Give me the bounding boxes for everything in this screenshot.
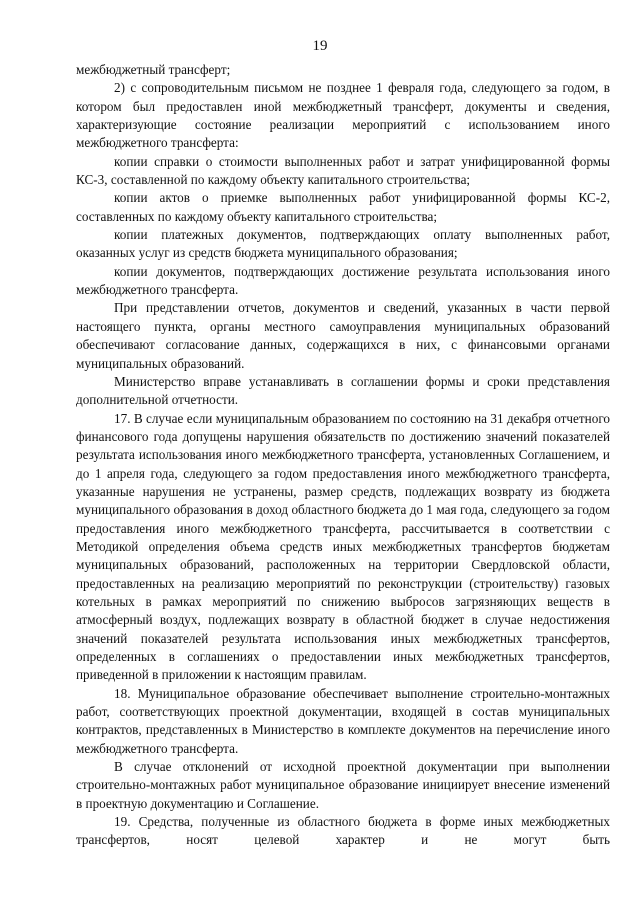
paragraph: 18. Муниципальное образование обеспечивает выполнение строительно-монтажных работ, соответствующих проектной документации, входящей в состав муниципальных контрактов, представленных в Министерство в комплекте документов на перечисление иного межбюджетного трансферта. bbox=[76, 685, 610, 756]
paragraph-continued: 19. Средства, полученные из областного бюджета в форме иных межбюджетных трансфертов, носят целевой характер и не могут быть bbox=[76, 814, 610, 848]
paragraph: копии справки о стоимости выполненных работ и затрат унифицированной формы КС-3, составленной по каждому объекту капитального строительства; bbox=[76, 153, 610, 188]
paragraph: копии актов о приемке выполненных работ унифицированной формы КС-2, составленных по каждому объекту капитального строительства; bbox=[76, 190, 610, 224]
paragraph: 2) с сопроводительным письмом не позднее 1 февраля года, следующего за годом, в котором был предоставлен иной межбюджетный трансферт, документы и сведения, характеризующие состояние реализации мероприятий с использованием иного межбюджетного трансферта: bbox=[76, 80, 610, 151]
paragraph: копии документов, подтверждающих достижение результата использования иного межбюджетного трансферта. bbox=[76, 263, 610, 298]
paragraph: копии платежных документов, подтверждающих оплату выполненных работ, оказанных услуг из средств бюджета муниципального образования; bbox=[76, 227, 610, 261]
document-body bbox=[76, 61, 610, 850]
paragraph: Министерство вправе устанавливать в соглашении формы и сроки представления дополнительной отчетности. bbox=[76, 373, 610, 408]
paragraph: 17. В случае если муниципальным образованием по состоянию на 31 декабря отчетного финансового года допущены нарушения обязательств по достижению значений показателей результата использования иного межбюджетного трансферта, установленных Соглашением, и до 1 апреля года, следующего за годом предоставления иного межбюджетного трансферта, указанные нарушения не устранены, размер средств, подлежащих возврату из бюджета муниципального образования в доход областного бюджета до 1 мая года, следующего за годом предоставления иного межбюджетного трансферта, рассчитывается в соответствии с Методикой определения объема средств иных межбюджетных трансфертов бюджетам муниципальных образований, расположенных на территории Свердловской области, предоставленных на реализацию мероприятий по реконструкции (строительству) газовых котельных в рамках мероприятий по снижению выбросов загрязняющих веществ в атмосферный воздух, подлежащих возврату в областной бюджет в случае недостижения значений показателей результата использования иных межбюджетных трансфертов, определенных в соглашениях о предоставлении иных межбюджетных трансфертов, приведенной в приложении к настоящим правилам. bbox=[76, 410, 610, 683]
paragraph: При представлении отчетов, документов и сведений, указанных в части первой настоящего пункта, органы местного самоуправления муниципальных образований обеспечивают согласование данных, содержащихся в них, с финансовыми органами муниципальных образований. bbox=[76, 300, 610, 371]
paragraph: межбюджетный трансферт; bbox=[76, 62, 231, 77]
paragraph: В случае отклонений от исходной проектной документации при выполнении строительно-монтажных работ муниципальное образование инициирует внесение изменений в проектную документацию и Соглашение. bbox=[76, 759, 610, 811]
page-number: 19 bbox=[312, 38, 328, 54]
